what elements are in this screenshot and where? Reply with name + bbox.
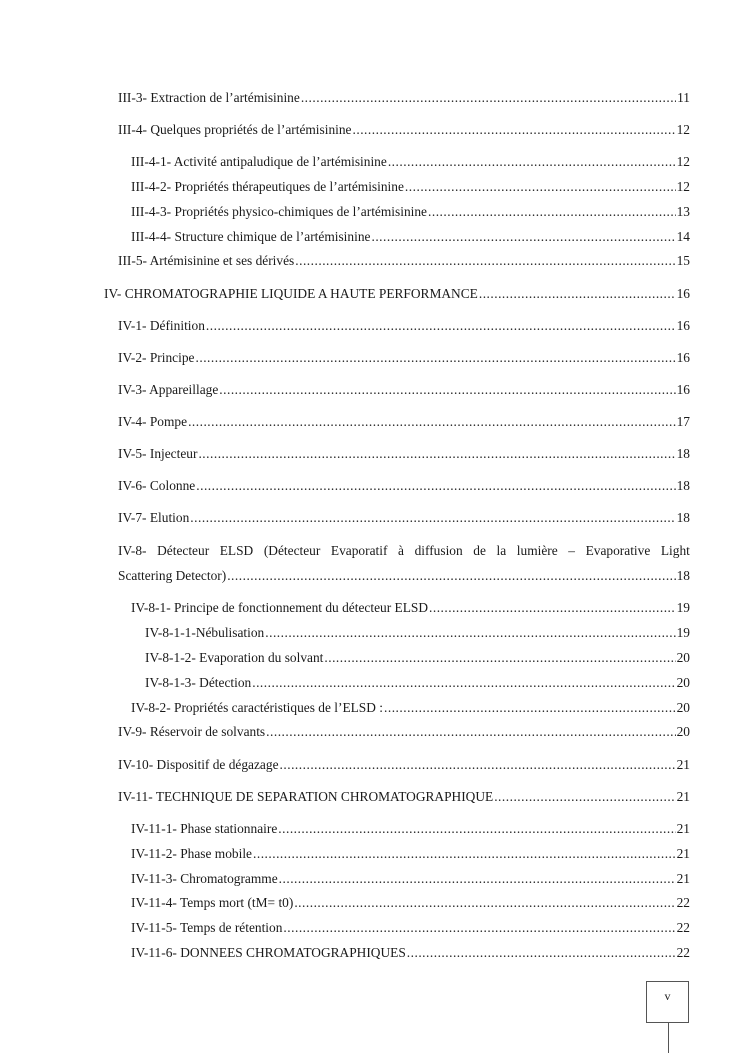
toc-entry-label: III-4-2- Propriétés thérapeutiques de l’artémisinine: [131, 179, 404, 194]
toc-entry[interactable]: [118, 90, 690, 106]
toc-entry-page: 16: [676, 318, 690, 333]
dot-leader: [278, 821, 675, 837]
toc-entry-label: IV-10- Dispositif de dégazage: [118, 757, 279, 772]
toc-entry-label: IV-8-1- Principe de fonctionnement du détecteur ELSD: [131, 600, 428, 615]
toc-entry-page: 12: [676, 179, 690, 194]
toc-entry-page: 21: [676, 846, 690, 861]
toc-entry-page: 15: [676, 253, 690, 268]
toc-entry-page: 16: [676, 286, 690, 301]
toc-entry[interactable]: [131, 154, 690, 170]
dot-leader: [265, 625, 675, 641]
toc-entry[interactable]: [131, 204, 690, 220]
word: diffusion: [414, 543, 463, 558]
dot-leader: [198, 446, 675, 462]
toc-entry-page: 19: [676, 600, 690, 615]
toc-entry-page: 22: [676, 920, 690, 935]
dot-leader: [407, 945, 676, 961]
word: à: [398, 543, 404, 558]
toc-entry[interactable]: [131, 229, 690, 245]
word: –: [568, 543, 575, 558]
toc-entry-label: IV-11-3- Chromatogramme: [131, 871, 278, 886]
toc-entry-label: III-4-1- Activité antipaludique de l’artémisinine: [131, 154, 387, 169]
toc-entry[interactable]: [118, 724, 690, 740]
word: Evaporatif: [330, 543, 388, 558]
toc-entry[interactable]: [131, 920, 690, 936]
toc-entry-label: III-5- Artémisinine et ses dérivés: [118, 253, 295, 268]
dot-leader: [494, 789, 675, 805]
dot-leader: [188, 414, 676, 430]
toc-entry-page: 20: [676, 724, 690, 739]
toc-entry-page: 22: [676, 945, 690, 960]
toc-entry[interactable]: [131, 179, 690, 195]
dot-leader: [371, 229, 675, 245]
dot-leader: [279, 871, 676, 887]
dot-leader: [301, 90, 676, 106]
word: ELSD: [219, 543, 254, 558]
word: lumière: [516, 543, 558, 558]
dot-leader: [295, 253, 675, 269]
toc-entry-page: 20: [676, 675, 690, 690]
toc-entry-page: 20: [676, 700, 690, 715]
dot-leader: [219, 382, 675, 398]
toc-entry[interactable]: [131, 600, 690, 616]
toc-entry-label: IV-11-5- Temps de rétention: [131, 920, 283, 935]
toc-entry[interactable]: [131, 945, 690, 961]
toc-entry-label-line1: [118, 543, 690, 559]
toc-entry[interactable]: [131, 846, 690, 862]
dot-leader: [253, 846, 676, 862]
toc-entry-label: IV-9- Réservoir de solvants: [118, 724, 266, 739]
toc-entry-page: 20: [676, 650, 690, 665]
toc-entry[interactable]: [145, 625, 690, 641]
toc-entry-label: III-4-3- Propriétés physico-chimiques de l’artémisinine: [131, 204, 427, 219]
toc-entry-label: IV-1- Définition: [118, 318, 205, 333]
dot-leader: [196, 478, 675, 494]
toc-entry-label: Scattering Detector): [118, 568, 227, 583]
word: Evaporative: [585, 543, 651, 558]
toc-entry-label: III-3- Extraction de l’artémisinine: [118, 90, 300, 105]
dot-leader: [353, 122, 676, 138]
toc-entry[interactable]: [118, 446, 690, 462]
toc-entry-page: 21: [676, 757, 690, 772]
toc-entry-page: 13: [676, 204, 690, 219]
dot-leader: [227, 568, 675, 584]
toc-entry-page: 22: [676, 895, 690, 910]
toc-entry-label: III-4- Quelques propriétés de l’artémisinine: [118, 122, 352, 137]
dot-leader: [429, 600, 676, 616]
dot-leader: [384, 700, 676, 716]
toc-entry-page: 12: [676, 154, 690, 169]
toc-entry-page: 19: [676, 625, 690, 640]
toc-entry-page: 18: [676, 510, 690, 525]
dot-leader: [294, 895, 675, 911]
toc-entry[interactable]: [118, 318, 690, 334]
toc-entry-label: IV-3- Appareillage: [118, 382, 219, 397]
toc-entry-page: 17: [676, 414, 690, 429]
toc-entry[interactable]: [131, 871, 690, 887]
dot-leader: [252, 675, 675, 691]
toc-entry-label: IV-11-1- Phase stationnaire: [131, 821, 278, 836]
dot-leader: [266, 724, 675, 740]
toc-entry-page: 11: [677, 90, 690, 105]
dot-leader: [206, 318, 676, 334]
toc-entry-label: IV-11-2- Phase mobile: [131, 846, 252, 861]
dot-leader: [190, 510, 675, 526]
toc-entry-label: III-4-4- Structure chimique de l’artémisinine: [131, 229, 371, 244]
word: la: [496, 543, 507, 558]
toc-entry[interactable]: [145, 675, 690, 691]
dot-leader: [479, 286, 676, 302]
word: IV-8-: [118, 543, 147, 558]
toc-entry-label: IV- CHROMATOGRAPHIE LIQUIDE A HAUTE PERFORMANCE: [104, 286, 478, 301]
toc-entry[interactable]: [118, 382, 690, 398]
dot-leader: [280, 757, 676, 773]
dot-leader: [388, 154, 676, 170]
dot-leader: [428, 204, 676, 220]
page-number-box: [646, 981, 689, 1023]
toc-entry[interactable]: [118, 122, 690, 138]
page-number: v: [664, 989, 671, 1003]
toc-entry-page: 18: [676, 446, 690, 461]
toc-entry-label: IV-11-6- DONNEES CHROMATOGRAPHIQUES: [131, 945, 406, 960]
toc-entry[interactable]: [131, 895, 690, 911]
toc-entry[interactable]: [118, 478, 690, 494]
toc-entry[interactable]: [104, 286, 690, 302]
dot-leader: [283, 920, 675, 936]
toc-entry-wrapped[interactable]: [118, 543, 690, 559]
toc-entry-label: IV-5- Injecteur: [118, 446, 198, 461]
toc-entry[interactable]: [118, 757, 690, 773]
toc-entry-continuation[interactable]: [118, 568, 690, 584]
toc-entry-label: IV-11-4- Temps mort (tM= t0): [131, 895, 294, 910]
toc-entry-page: 21: [676, 871, 690, 886]
dot-leader: [405, 179, 676, 195]
toc-entry[interactable]: [118, 789, 690, 805]
toc-entry-page: 16: [676, 350, 690, 365]
toc-entry[interactable]: [118, 414, 690, 430]
toc-entry[interactable]: [118, 510, 690, 526]
toc-entry-label: IV-8-1-3- Détection: [145, 675, 252, 690]
toc-entry-label: IV-7- Elution: [118, 510, 190, 525]
dot-leader: [324, 650, 675, 666]
word: Détecteur: [157, 543, 210, 558]
toc-entry[interactable]: [118, 253, 690, 269]
toc-entry[interactable]: [145, 650, 690, 666]
toc-entry-label: IV-11- TECHNIQUE DE SEPARATION CHROMATOGRAPHIQUE: [118, 789, 494, 804]
toc-entry-label: IV-8-2- Propriétés caractéristiques de l’ELSD :: [131, 700, 383, 715]
dot-leader: [196, 350, 676, 366]
toc-entry-label: IV-8-1-2- Evaporation du solvant: [145, 650, 324, 665]
toc-entry-page: 21: [676, 821, 690, 836]
toc-entry-page: 12: [676, 122, 690, 137]
toc-entry-label: IV-8-1-1-Nébulisation: [145, 625, 265, 640]
toc-entry-label: IV-4- Pompe: [118, 414, 188, 429]
word: (Détecteur: [263, 543, 321, 558]
toc-entry[interactable]: [131, 700, 690, 716]
toc-entry[interactable]: [131, 821, 690, 837]
toc-entry-label: IV-6- Colonne: [118, 478, 196, 493]
word: Light: [660, 543, 690, 558]
toc-entry[interactable]: [118, 350, 690, 366]
toc-entry-label: IV-2- Principe: [118, 350, 195, 365]
toc-entry-page: 18: [676, 568, 690, 583]
toc-entry-page: 16: [676, 382, 690, 397]
toc-entry-page: 18: [676, 478, 690, 493]
toc-entry-page: 14: [676, 229, 690, 244]
footer-divider: [668, 1023, 669, 1053]
word: de: [473, 543, 486, 558]
toc-entry-page: 21: [676, 789, 690, 804]
